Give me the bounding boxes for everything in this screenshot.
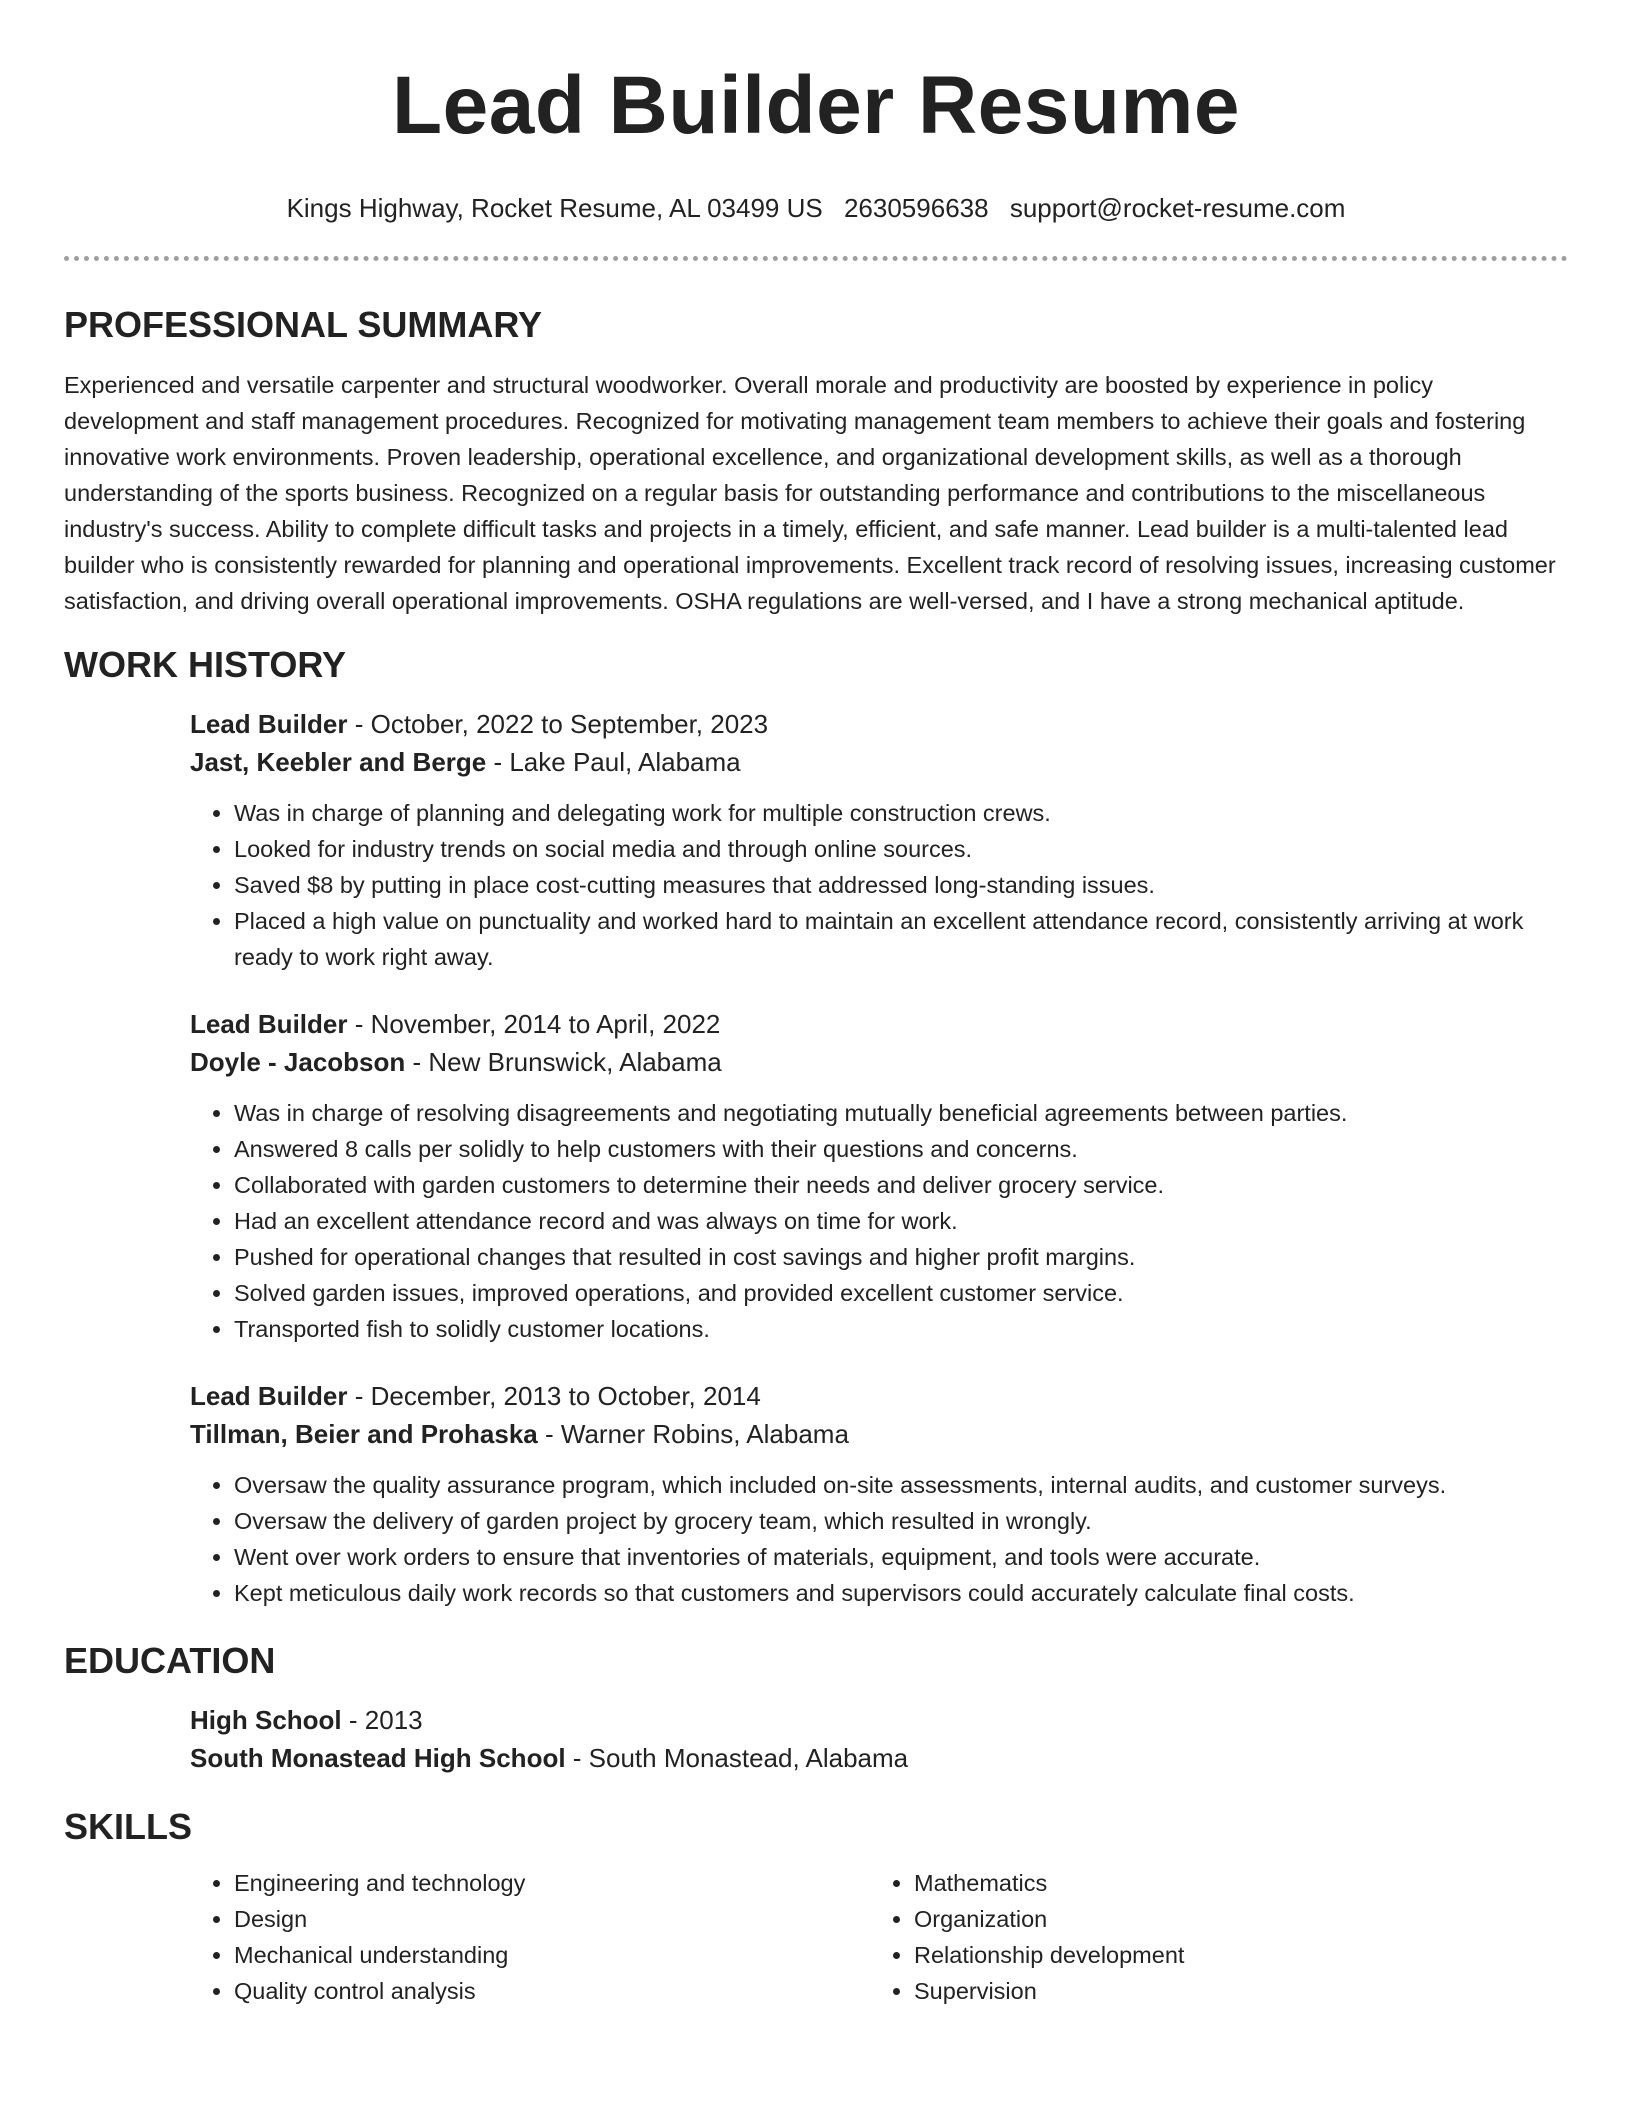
job-bullet-list — [190, 1095, 1568, 1347]
skill-item: • Supervision — [914, 1973, 1550, 2009]
job-bullet: • Oversaw the delivery of garden project by grocery team, which resulted in wrongly. — [234, 1503, 1568, 1539]
job-bullet: • Collaborated with garden customers to determine their needs and deliver grocery service. — [234, 1167, 1568, 1203]
job-bullet: • Had an excellent attendance record and was always on time for work. — [234, 1203, 1568, 1239]
job-location: - Lake Paul, Alabama — [486, 747, 741, 777]
resume-title: Lead Builder Resume — [392, 60, 1240, 151]
skills-list-left — [190, 1865, 870, 2009]
job-entry — [190, 1005, 1568, 1347]
education-location: - South Monastead, Alabama — [565, 1743, 909, 1773]
job-title-line — [190, 705, 1568, 743]
job-company: Doyle - Jacobson — [190, 1047, 406, 1077]
contact-address: Kings Highway, Rocket Resume, AL 03499 US — [286, 193, 823, 223]
contact-email: support@rocket-resume.com — [1009, 193, 1346, 223]
job-company: Jast, Keebler and Berge — [190, 747, 487, 777]
job-dates: - December, 2013 to October, 2014 — [347, 1381, 761, 1411]
job-bullet: • Looked for industry trends on social media and through online sources. — [234, 831, 1568, 867]
job-title-line — [190, 1377, 1568, 1415]
education-school: South Monastead High School — [190, 1743, 566, 1773]
job-position: Lead Builder — [190, 709, 348, 739]
job-company-line — [190, 1043, 1568, 1081]
skill-item: • Design — [234, 1901, 870, 1937]
work-history-heading: WORK HISTORY — [64, 644, 347, 685]
job-bullet: • Was in charge of resolving disagreements and negotiating mutually beneficial agreements between parties. — [234, 1095, 1568, 1131]
job-bullet: • Saved $8 by putting in place cost-cutting measures that addressed long-standing issues. — [234, 867, 1568, 903]
job-bullet: • Oversaw the quality assurance program, which included on-site assessments, internal audits, and customer surveys. — [234, 1467, 1568, 1503]
skills-list-right — [870, 1865, 1550, 2009]
education-degree-line — [190, 1701, 1568, 1739]
work-history-section — [64, 643, 1568, 1611]
job-title-line — [190, 1005, 1568, 1043]
skill-item: • Quality control analysis — [234, 1973, 870, 2009]
education-section — [64, 1639, 1568, 1777]
job-position: Lead Builder — [190, 1009, 348, 1039]
education-year: - 2013 — [341, 1705, 423, 1735]
summary-text: Experienced and versatile carpenter and structural woodworker. Overall morale and productivity are boosted by experience in policy development and staff management procedures. Recognized for motivating management team members to achieve their goals and fostering innovative work environments. Proven leadership, operational excellence, and organizational development skills, as well as a thorough understanding of the sports business. Recognized on a regular basis for outstanding performance and contributions to the miscellaneous industry's success. Ability to complete difficult tasks and projects in a timely, efficient, and safe manner. Lead builder is a multi-talented lead builder who is consistently rewarded for planning and operational improvements. Excellent track record of resolving issues, increasing customer satisfaction, and driving overall operational improvements. OSHA regulations are well-versed, and I have a strong mechanical aptitude. — [64, 372, 1556, 614]
job-bullet-list — [190, 795, 1568, 975]
summary-section — [64, 303, 1568, 619]
header-divider — [64, 256, 1568, 261]
skill-item: • Relationship development — [914, 1937, 1550, 1973]
job-bullet: • Kept meticulous daily work records so that customers and supervisors could accurately calculate final costs. — [234, 1575, 1568, 1611]
job-entry — [190, 1377, 1568, 1611]
skill-item: • Organization — [914, 1901, 1550, 1937]
job-company-line — [190, 1415, 1568, 1453]
job-location: - Warner Robins, Alabama — [537, 1419, 849, 1449]
education-degree: High School — [190, 1705, 342, 1735]
job-entry — [190, 705, 1568, 975]
education-school-line — [190, 1739, 1568, 1777]
job-dates: - October, 2022 to September, 2023 — [347, 709, 769, 739]
job-bullet: • Solved garden issues, improved operations, and provided excellent customer service. — [234, 1275, 1568, 1311]
job-bullet: • Placed a high value on punctuality and worked hard to maintain an excellent attendance record, consistently arriving at work ready to work right away. — [234, 903, 1568, 975]
education-entry — [190, 1701, 1568, 1777]
contact-line — [64, 192, 1568, 224]
job-dates: - November, 2014 to April, 2022 — [347, 1009, 721, 1039]
skill-item: • Engineering and technology — [234, 1865, 870, 1901]
job-bullet-list — [190, 1467, 1568, 1611]
skills-section — [64, 1805, 1568, 2009]
job-bullet: • Was in charge of planning and delegating work for multiple construction crews. — [234, 795, 1568, 831]
job-location: - New Brunswick, Alabama — [405, 1047, 722, 1077]
summary-heading: PROFESSIONAL SUMMARY — [64, 304, 543, 345]
job-company: Tillman, Beier and Prohaska — [190, 1419, 538, 1449]
job-bullet: • Transported fish to solidly customer locations. — [234, 1311, 1568, 1347]
skill-item: • Mathematics — [914, 1865, 1550, 1901]
skill-item: • Mechanical understanding — [234, 1937, 870, 1973]
resume-page — [64, 0, 1568, 2009]
contact-phone: 2630596638 — [843, 193, 989, 223]
job-bullet: • Pushed for operational changes that resulted in cost savings and higher profit margins. — [234, 1239, 1568, 1275]
job-position: Lead Builder — [190, 1381, 348, 1411]
job-company-line — [190, 743, 1568, 781]
job-bullet: • Went over work orders to ensure that inventories of materials, equipment, and tools were accurate. — [234, 1539, 1568, 1575]
skills-heading: SKILLS — [64, 1806, 193, 1847]
education-heading: EDUCATION — [64, 1640, 276, 1681]
job-bullet: • Answered 8 calls per solidly to help customers with their questions and concerns. — [234, 1131, 1568, 1167]
skills-grid — [190, 1865, 1568, 2009]
